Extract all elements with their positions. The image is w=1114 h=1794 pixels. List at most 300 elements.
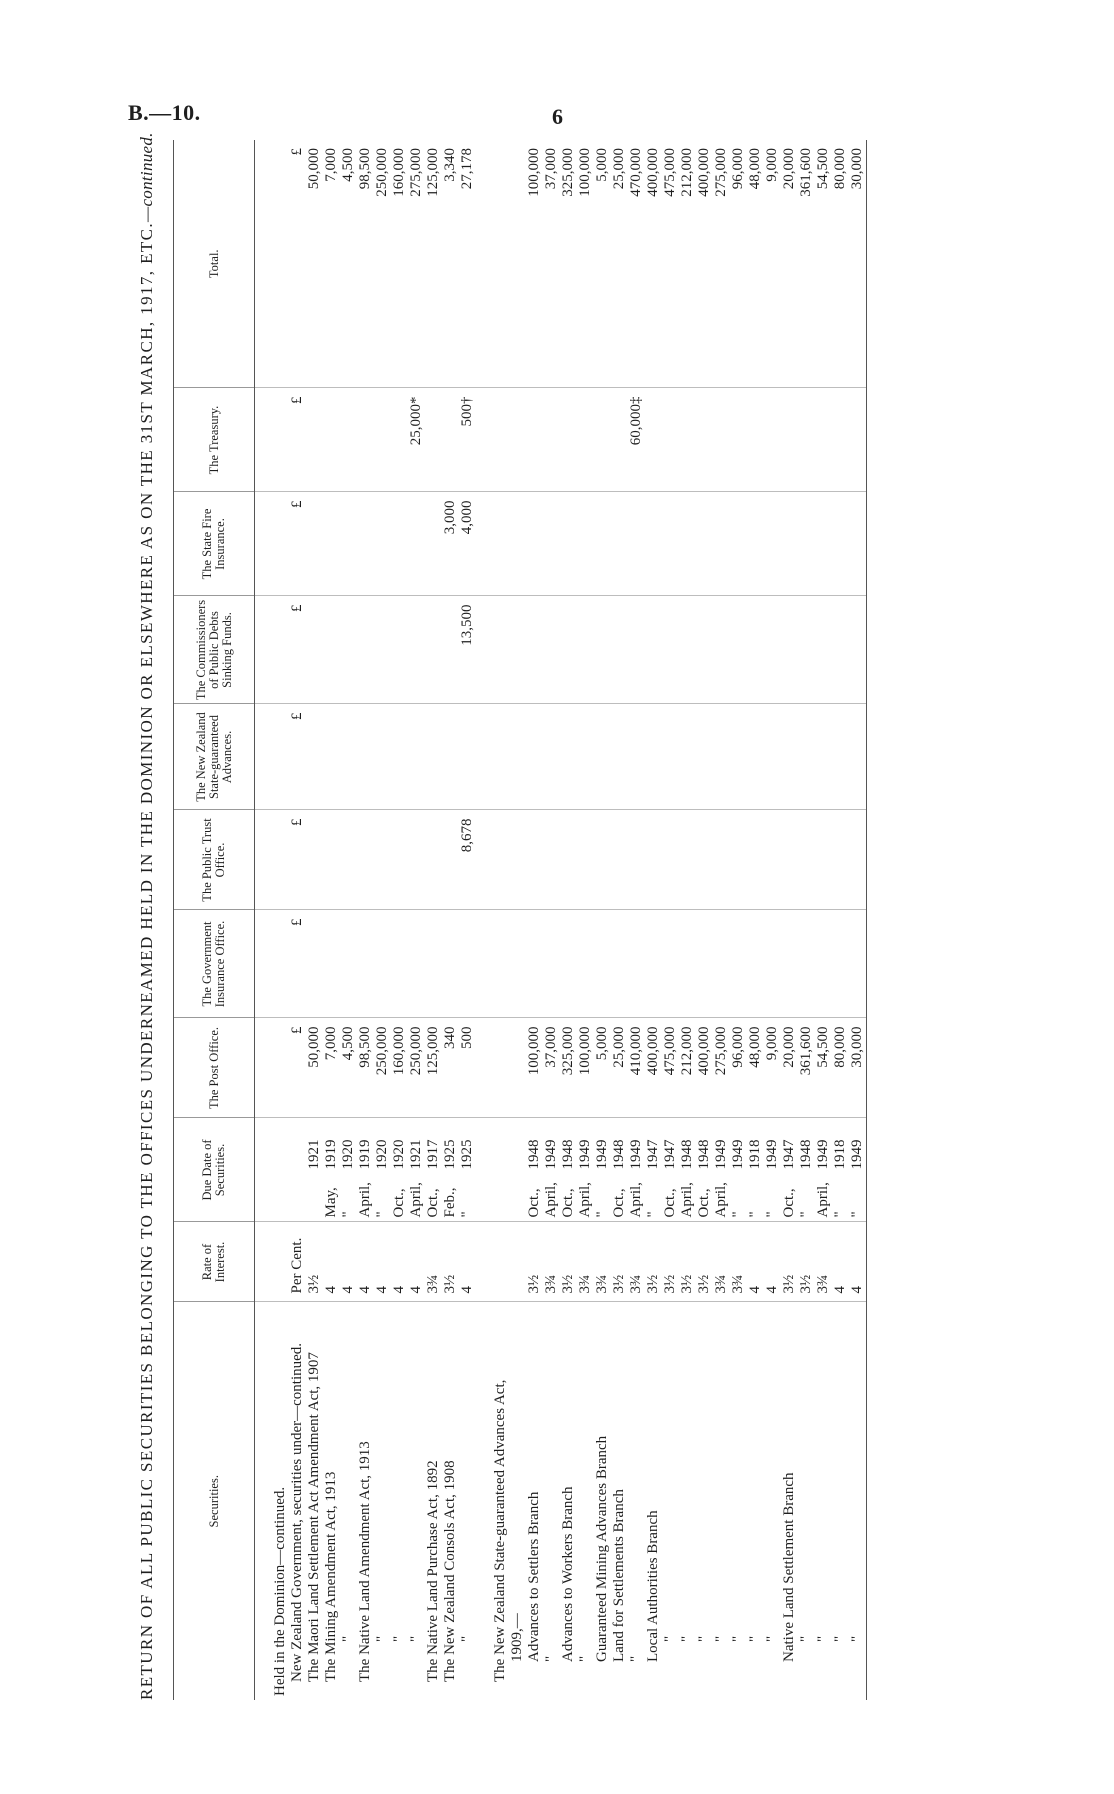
due-month: Oct., <box>560 1188 577 1218</box>
due-month: April, <box>356 1182 373 1218</box>
due-date <box>306 1118 323 1222</box>
due-date <box>459 1118 476 1222</box>
table-row <box>747 140 764 1700</box>
amount-sga <box>713 704 730 810</box>
table-row <box>459 140 476 1700</box>
amount-sga <box>459 704 476 810</box>
col-header-govt-insurance: The Government Insurance Office. <box>174 910 255 1018</box>
security-name: " <box>832 1635 849 1642</box>
security-name: Guaranteed Mining Advances Branch <box>594 1435 611 1662</box>
heading-held: Held in the Dominion—continued. <box>271 1486 288 1696</box>
amount-sfi <box>543 492 560 596</box>
amount-tre <box>679 388 696 492</box>
due-month: Feb., <box>441 1187 458 1218</box>
interest-rate: 3¾ <box>730 1222 747 1302</box>
due-date <box>815 1118 832 1222</box>
security-name: " <box>696 1635 713 1642</box>
due-month: " <box>798 1211 815 1218</box>
col-header-post-office: The Post Office. <box>174 1018 255 1118</box>
currency-total: £ <box>289 140 306 388</box>
amount-total: 80,000 <box>832 140 849 388</box>
due-date <box>391 1118 408 1222</box>
amount-pto <box>713 810 730 910</box>
amount-sga <box>662 704 679 810</box>
amount-pto <box>357 810 374 910</box>
amount-gio <box>730 910 747 1018</box>
due-month: Oct., <box>662 1188 679 1218</box>
amount-gio <box>815 910 832 1018</box>
amount-post: 80,000 <box>832 1018 849 1118</box>
amount-post: 25,000 <box>611 1018 628 1118</box>
security-name: The Native Land Purchase Act, 1892 <box>424 1460 441 1682</box>
due-date <box>323 1118 340 1222</box>
security-name: The Native Land Amendment Act, 1913 <box>356 1441 373 1682</box>
amount-total: 20,000 <box>781 140 798 388</box>
due-date <box>764 1118 781 1222</box>
due-month: April, <box>713 1182 730 1218</box>
amount-tre: 60,000‡ <box>628 388 645 492</box>
amount-gio <box>374 910 391 1018</box>
due-date <box>442 1118 459 1222</box>
amount-post: 37,000 <box>543 1018 560 1118</box>
due-month: April, <box>407 1182 424 1218</box>
amount-sfi <box>611 492 628 596</box>
amount-pto <box>560 810 577 910</box>
security-name: " <box>679 1635 696 1642</box>
amount-post: 100,000 <box>526 1018 543 1118</box>
security-name: " <box>730 1635 747 1642</box>
due-date <box>408 1118 425 1222</box>
amount-sfi <box>408 492 425 596</box>
interest-rate: 4 <box>391 1222 408 1302</box>
amount-post: 9,000 <box>764 1018 781 1118</box>
amount-pto <box>526 810 543 910</box>
interest-rate: 4 <box>374 1222 391 1302</box>
amount-comm <box>357 596 374 704</box>
amount-comm <box>747 596 764 704</box>
amount-gio <box>662 910 679 1018</box>
amount-pto <box>781 810 798 910</box>
table-row <box>730 140 747 1700</box>
interest-rate: 3½ <box>442 1222 459 1302</box>
due-month: April, <box>577 1182 594 1218</box>
security-name: " <box>764 1635 781 1642</box>
amount-sfi <box>340 492 357 596</box>
security-name: " <box>458 1635 475 1642</box>
amount-tre <box>594 388 611 492</box>
amount-gio <box>425 910 442 1018</box>
amount-sfi <box>747 492 764 596</box>
amount-tre <box>526 388 543 492</box>
amount-sga <box>696 704 713 810</box>
amount-gio <box>628 910 645 1018</box>
due-date <box>577 1118 594 1222</box>
amount-gio <box>764 910 781 1018</box>
amount-pto <box>425 810 442 910</box>
amount-sfi <box>306 492 323 596</box>
interest-rate: 3¾ <box>425 1222 442 1302</box>
amount-gio <box>645 910 662 1018</box>
amount-comm <box>730 596 747 704</box>
col-header-total: Total. <box>174 140 255 388</box>
due-year: 1947 <box>645 1139 662 1170</box>
amount-total: 275,000 <box>408 140 425 388</box>
amount-total: 400,000 <box>645 140 662 388</box>
amount-comm <box>696 596 713 704</box>
amount-sfi <box>594 492 611 596</box>
security-name: " <box>543 1655 560 1662</box>
amount-sga <box>798 704 815 810</box>
currency-tre: £ <box>289 388 306 492</box>
amount-comm <box>679 596 696 704</box>
amount-tre <box>442 388 459 492</box>
amount-tre <box>662 388 679 492</box>
amount-total: 48,000 <box>747 140 764 388</box>
amount-tre <box>391 388 408 492</box>
amount-pto <box>374 810 391 910</box>
amount-tre <box>560 388 577 492</box>
heading-nzgov: New Zealand Government, securities under—continued. <box>288 1342 305 1682</box>
table-row <box>611 140 628 1700</box>
amount-tre <box>577 388 594 492</box>
amount-comm <box>442 596 459 704</box>
currency-post: £ <box>289 1018 306 1118</box>
due-month: " <box>645 1211 662 1218</box>
currency-sga: £ <box>289 704 306 810</box>
heading-advances-act: The New Zealand State-guaranteed Advances Act, <box>492 1379 509 1682</box>
amount-gio <box>577 910 594 1018</box>
amount-total: 54,500 <box>815 140 832 388</box>
due-year: 1925 <box>458 1139 475 1170</box>
security-name: " <box>339 1635 356 1642</box>
security-name: The New Zealand Consols Act, 1908 <box>441 1460 458 1682</box>
due-year: 1948 <box>560 1139 577 1170</box>
due-month: " <box>594 1211 611 1218</box>
table-row <box>764 140 781 1700</box>
due-date <box>849 1118 867 1222</box>
per-cent-label: Per Cent. <box>289 1222 306 1302</box>
amount-total: 5,000 <box>594 140 611 388</box>
amount-sga <box>577 704 594 810</box>
amount-total: 37,000 <box>543 140 560 388</box>
amount-tre: 500† <box>459 388 476 492</box>
amount-tre <box>374 388 391 492</box>
amount-sga <box>611 704 628 810</box>
security-name: " <box>662 1635 679 1642</box>
amount-sga <box>391 704 408 810</box>
amount-tre <box>306 388 323 492</box>
col-header-state-guaranteed: The New Zealand State-guaranteed Advances. <box>174 704 255 810</box>
due-date <box>526 1118 543 1222</box>
due-year: 1918 <box>832 1139 849 1170</box>
amount-post: 160,000 <box>391 1018 408 1118</box>
amount-total: 212,000 <box>679 140 696 388</box>
due-year: 1947 <box>662 1139 679 1170</box>
security-name: Native Land Settlement Branch <box>781 1472 798 1662</box>
due-month: " <box>764 1211 781 1218</box>
amount-tre <box>747 388 764 492</box>
amount-tre <box>730 388 747 492</box>
amount-sga <box>730 704 747 810</box>
interest-rate: 4 <box>747 1222 764 1302</box>
due-date <box>713 1118 730 1222</box>
amount-post: 400,000 <box>645 1018 662 1118</box>
due-month: April, <box>628 1182 645 1218</box>
due-year: 1920 <box>373 1139 390 1170</box>
amount-post: 48,000 <box>747 1018 764 1118</box>
table-title-main: RETURN OF ALL PUBLIC SECURITIES BELONGING TO THE OFFICES UNDERNEAMED HELD IN THE DOMINION OR ELSEWHERE AS ON THE 31ST MARCH, 1917, ETC. <box>137 221 156 1700</box>
amount-total: 275,000 <box>713 140 730 388</box>
securities-table <box>173 140 867 1700</box>
amount-sga <box>560 704 577 810</box>
amount-tre <box>764 388 781 492</box>
table-row <box>781 140 798 1700</box>
security-name: " <box>407 1635 424 1642</box>
amount-comm <box>577 596 594 704</box>
due-year: 1947 <box>781 1139 798 1170</box>
due-year: 1948 <box>696 1139 713 1170</box>
amount-tre <box>323 388 340 492</box>
interest-rate: 3½ <box>645 1222 662 1302</box>
due-month: " <box>747 1211 764 1218</box>
amount-sfi <box>662 492 679 596</box>
col-header-treasury: The Treasury. <box>174 388 255 492</box>
amount-sga <box>425 704 442 810</box>
amount-sfi <box>374 492 391 596</box>
heading-advances-year: 1909,— <box>509 1613 526 1662</box>
amount-comm <box>849 596 867 704</box>
amount-pto <box>340 810 357 910</box>
table-row <box>560 140 577 1700</box>
amount-pto <box>543 810 560 910</box>
amount-sfi: 3,000 <box>442 492 459 596</box>
amount-post: 410,000 <box>628 1018 645 1118</box>
amount-tre <box>340 388 357 492</box>
amount-comm <box>340 596 357 704</box>
amount-tre <box>425 388 442 492</box>
due-year: 1949 <box>815 1139 832 1170</box>
amount-gio <box>781 910 798 1018</box>
interest-rate: 4 <box>408 1222 425 1302</box>
amount-comm <box>713 596 730 704</box>
amount-comm <box>798 596 815 704</box>
due-year: 1949 <box>849 1139 866 1170</box>
amount-total: 96,000 <box>730 140 747 388</box>
amount-total: 400,000 <box>696 140 713 388</box>
amount-sga <box>747 704 764 810</box>
security-name: " <box>815 1635 832 1642</box>
due-month: Oct., <box>526 1188 543 1218</box>
amount-total: 250,000 <box>374 140 391 388</box>
due-month: April, <box>679 1182 696 1218</box>
page-number: 6 <box>552 104 563 129</box>
due-year: 1917 <box>424 1139 441 1170</box>
amount-pto <box>408 810 425 910</box>
amount-post: 212,000 <box>679 1018 696 1118</box>
amount-comm <box>781 596 798 704</box>
amount-sfi <box>849 492 867 596</box>
table-row <box>815 140 832 1700</box>
amount-post: 325,000 <box>560 1018 577 1118</box>
amount-sfi <box>560 492 577 596</box>
security-name: " <box>747 1635 764 1642</box>
amount-pto <box>645 810 662 910</box>
security-name: The Mining Amendment Act, 1913 <box>322 1471 339 1682</box>
amount-tre <box>357 388 374 492</box>
amount-sfi <box>696 492 713 596</box>
table-row <box>594 140 611 1700</box>
due-date <box>747 1118 764 1222</box>
amount-total: 30,000 <box>849 140 867 388</box>
amount-post: 50,000 <box>306 1018 323 1118</box>
amount-tre <box>781 388 798 492</box>
amount-tre <box>696 388 713 492</box>
table-row <box>832 140 849 1700</box>
due-date <box>645 1118 662 1222</box>
col-header-due-date: Due Date of Securities. <box>174 1118 255 1222</box>
amount-comm: 13,500 <box>459 596 476 704</box>
interest-rate: 4 <box>764 1222 781 1302</box>
amount-pto <box>577 810 594 910</box>
due-year: 1949 <box>628 1139 645 1170</box>
due-year: 1919 <box>356 1139 373 1170</box>
amount-comm <box>645 596 662 704</box>
due-date <box>374 1118 391 1222</box>
amount-sfi: 4,000 <box>459 492 476 596</box>
due-year: 1925 <box>441 1139 458 1170</box>
rotated-table-sheet <box>137 132 997 1700</box>
due-month: April, <box>815 1182 832 1218</box>
interest-rate: 3½ <box>662 1222 679 1302</box>
amount-comm <box>594 596 611 704</box>
amount-gio <box>747 910 764 1018</box>
amount-pto <box>849 810 867 910</box>
amount-comm <box>306 596 323 704</box>
amount-total: 50,000 <box>306 140 323 388</box>
table-row <box>374 140 391 1700</box>
table-row <box>543 140 560 1700</box>
interest-rate: 4 <box>849 1222 867 1302</box>
amount-sfi <box>357 492 374 596</box>
due-date <box>781 1118 798 1222</box>
interest-rate: 4 <box>323 1222 340 1302</box>
due-month: Oct., <box>781 1188 798 1218</box>
amount-comm <box>560 596 577 704</box>
due-month: " <box>730 1211 747 1218</box>
table-row <box>628 140 645 1700</box>
col-header-state-fire: The State Fire Insurance. <box>174 492 255 596</box>
amount-tre <box>713 388 730 492</box>
interest-rate: 3¾ <box>713 1222 730 1302</box>
amount-sga <box>526 704 543 810</box>
currency-comm: £ <box>289 596 306 704</box>
col-header-rate: Rate of Interest. <box>174 1222 255 1302</box>
amount-pto <box>730 810 747 910</box>
amount-pto <box>323 810 340 910</box>
table-row <box>679 140 696 1700</box>
due-month: Oct., <box>390 1188 407 1218</box>
interest-rate: 4 <box>459 1222 476 1302</box>
amount-total: 9,000 <box>764 140 781 388</box>
amount-comm <box>543 596 560 704</box>
due-date <box>679 1118 696 1222</box>
due-year: 1921 <box>407 1139 424 1170</box>
amount-sga <box>764 704 781 810</box>
due-year: 1949 <box>577 1139 594 1170</box>
page-reference: B.—10. <box>128 100 201 125</box>
due-date <box>357 1118 374 1222</box>
amount-post: 20,000 <box>781 1018 798 1118</box>
amount-gio <box>408 910 425 1018</box>
table-row <box>645 140 662 1700</box>
due-year: 1949 <box>730 1139 747 1170</box>
amount-gio <box>526 910 543 1018</box>
amount-sga <box>374 704 391 810</box>
col-header-securities: Securities. <box>174 1302 255 1700</box>
amount-post: 96,000 <box>730 1018 747 1118</box>
amount-sga <box>781 704 798 810</box>
amount-total: 100,000 <box>526 140 543 388</box>
amount-comm <box>815 596 832 704</box>
amount-tre <box>832 388 849 492</box>
amount-comm <box>323 596 340 704</box>
amount-sga <box>832 704 849 810</box>
due-year: 1920 <box>390 1139 407 1170</box>
amount-pto <box>611 810 628 910</box>
interest-rate: 3½ <box>560 1222 577 1302</box>
amount-sga <box>340 704 357 810</box>
table-row <box>306 140 323 1700</box>
security-name: Advances to Settlers Branch <box>526 1491 543 1662</box>
amount-comm <box>628 596 645 704</box>
amount-post: 475,000 <box>662 1018 679 1118</box>
security-name: " <box>577 1655 594 1662</box>
amount-total: 4,500 <box>340 140 357 388</box>
amount-pto <box>662 810 679 910</box>
security-name: " <box>628 1655 645 1662</box>
security-name: " <box>849 1302 867 1700</box>
amount-pto <box>815 810 832 910</box>
table-row <box>849 140 867 1700</box>
col-header-commissioners: The Commissioners of Public Debts Sinking Funds. <box>174 596 255 704</box>
security-name: Local Authorities Branch <box>645 1510 662 1662</box>
interest-rate: 3½ <box>781 1222 798 1302</box>
amount-sga <box>645 704 662 810</box>
amount-sga <box>323 704 340 810</box>
amount-post: 340 <box>442 1018 459 1118</box>
amount-comm <box>526 596 543 704</box>
interest-rate: 3½ <box>611 1222 628 1302</box>
amount-gio <box>679 910 696 1018</box>
amount-sga <box>815 704 832 810</box>
due-date <box>696 1118 713 1222</box>
currency-gio: £ <box>289 910 306 1018</box>
amount-total: 361,600 <box>798 140 815 388</box>
due-date <box>730 1118 747 1222</box>
table-title-continued: —continued. <box>137 132 156 222</box>
amount-post: 361,600 <box>798 1018 815 1118</box>
interest-rate: 3½ <box>696 1222 713 1302</box>
due-date <box>798 1118 815 1222</box>
amount-comm <box>764 596 781 704</box>
amount-sga <box>357 704 374 810</box>
amount-comm <box>611 596 628 704</box>
amount-total: 325,000 <box>560 140 577 388</box>
amount-total: 3,340 <box>442 140 459 388</box>
amount-sfi <box>391 492 408 596</box>
amount-sfi <box>645 492 662 596</box>
due-date <box>832 1118 849 1222</box>
